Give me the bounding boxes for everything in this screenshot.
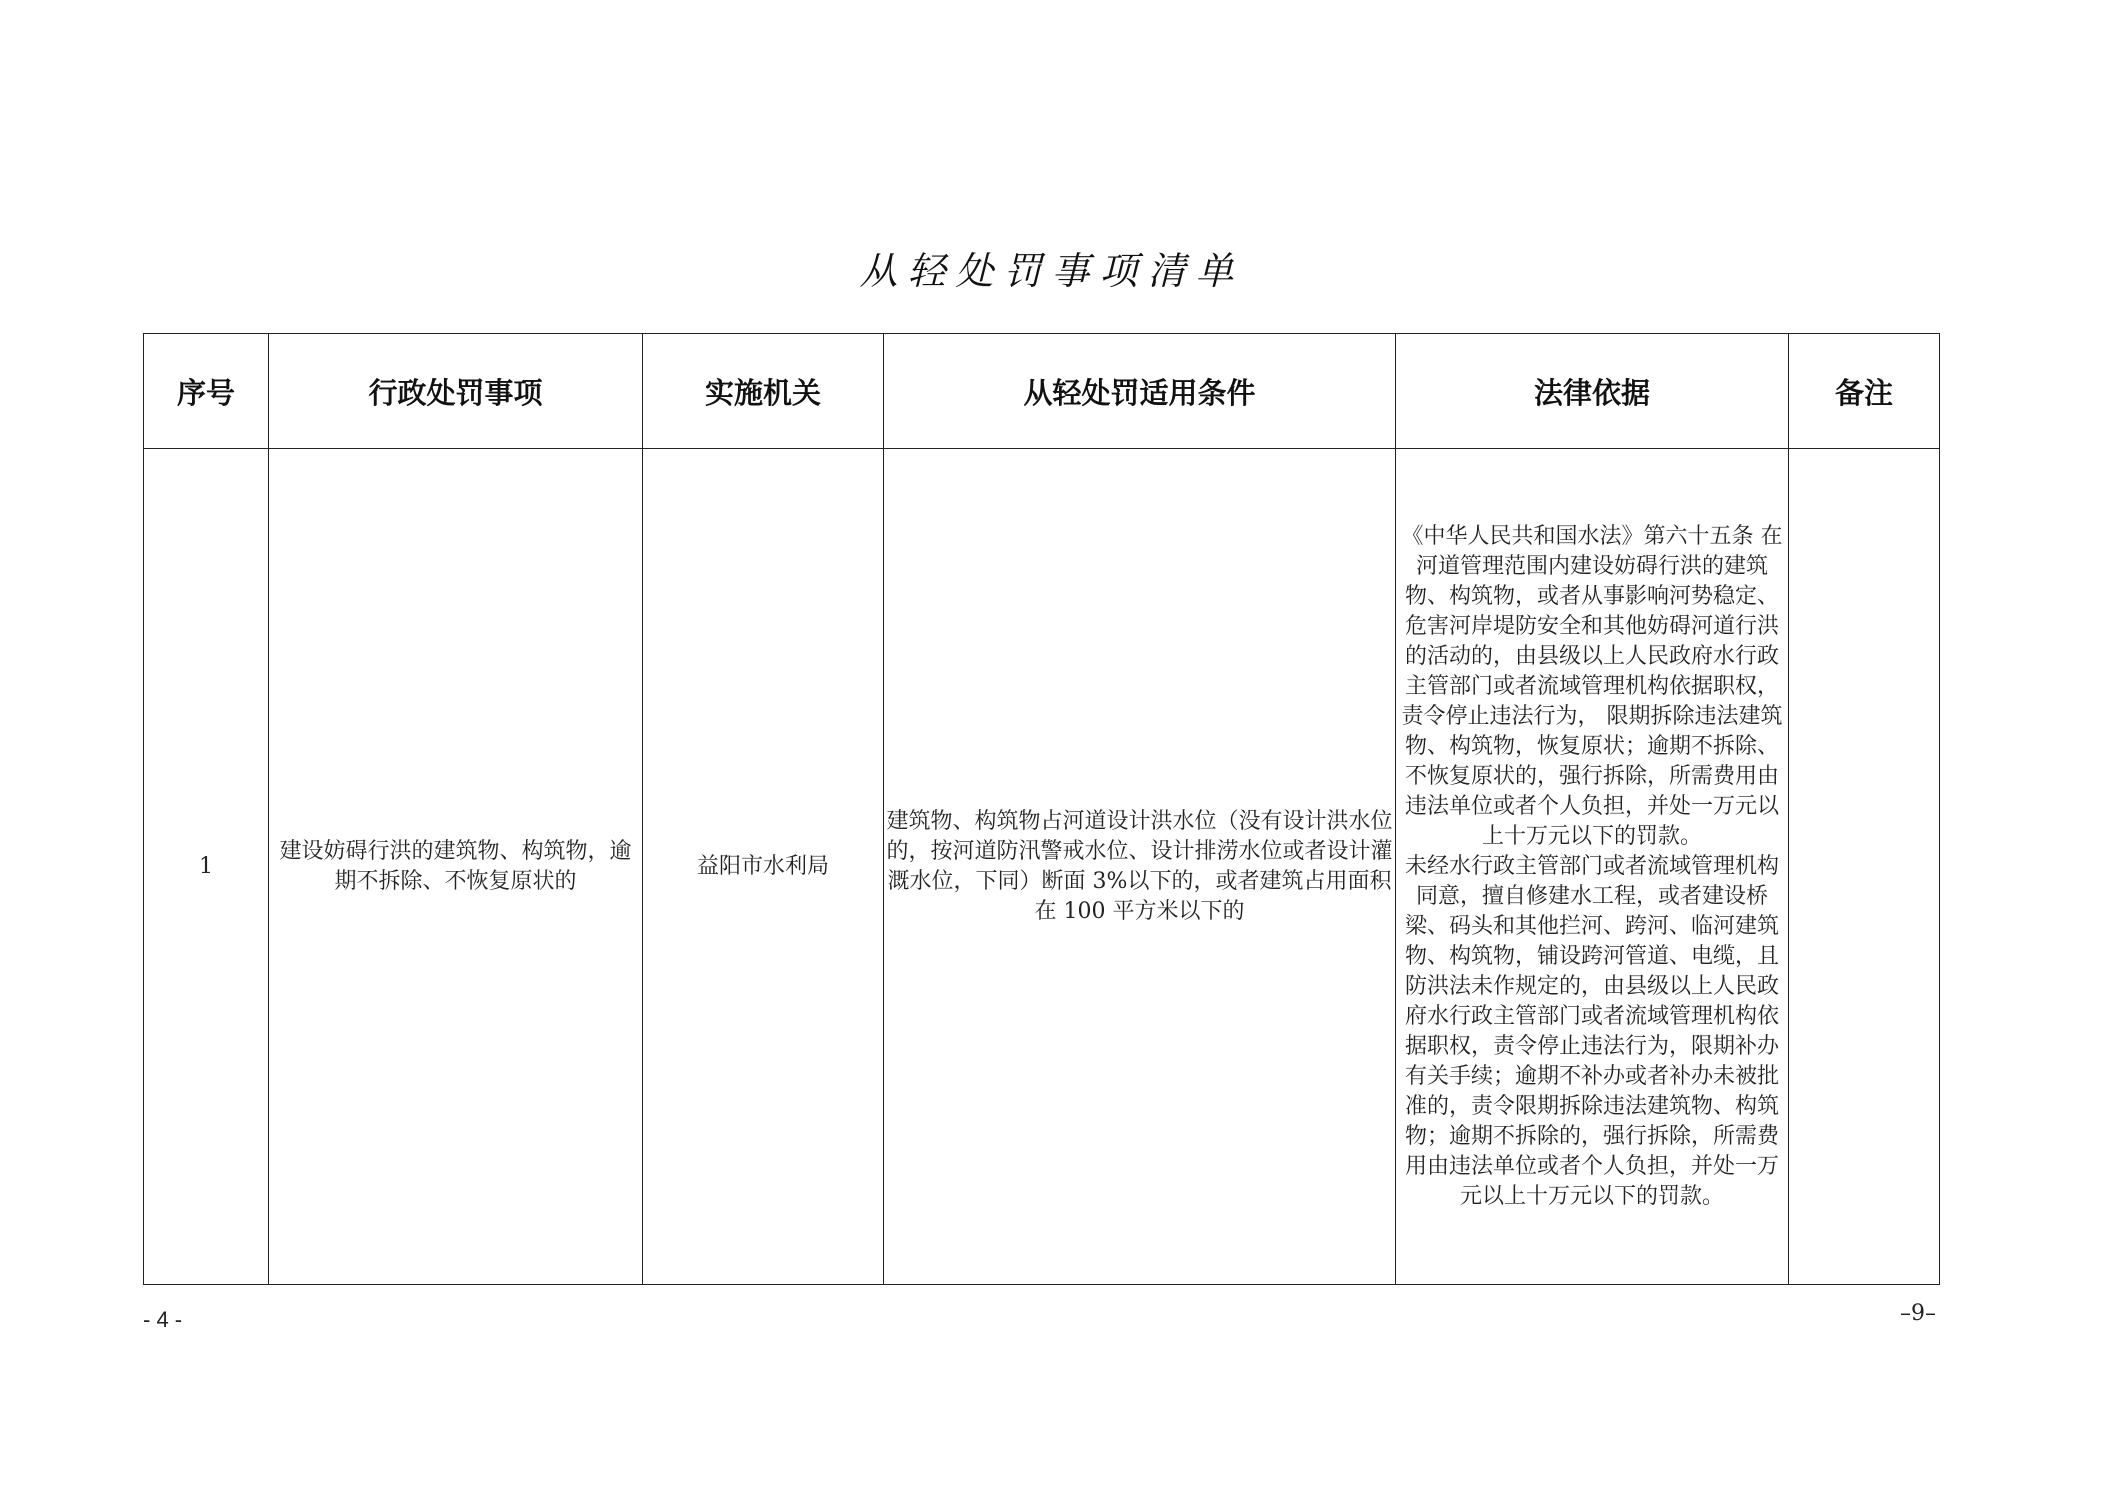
document-title: 从轻处罚事项清单 [859,249,1244,293]
cell-authority: 益阳市水利局 [643,449,884,1285]
page-number-left: - 4 - [143,1307,183,1332]
page-number-right: –9– [1900,1301,1936,1326]
table-header-row [144,334,1940,449]
header-authority: 实施机关 [643,334,884,449]
header-index: 序号 [144,334,269,449]
cell-condition: 建筑物、构筑物占河道设计洪水位（没有设计洪水位的，按河道防汛警戒水位、设计排涝水位或者设计灌溉水位，下同）断面 3%以下的，或者建筑占用面积在 100 平方米以下的 [884,449,1396,1285]
cell-remark [1789,449,1940,1285]
legal-basis-paragraph-1: 《中华人民共和国水法》第六十五条 在河道管理范围内建设妨碍行洪的建筑物、构筑物，或者从事影响河势稳定、危害河岸堤防安全和其他妨碍河道行洪的活动的，由县级以上人民政府水行政主管部门或者流域管理机构依据职权，责令停止违法行为， 限期拆除违法建筑物、构筑物，恢复原状；逾期不拆除、不恢复原状的，强行拆除，所需费用由违法单位或者个人负担，并处一万元以上十万元以下的罚款。 [1401,523,1783,849]
penalty-list-table [143,333,1940,1285]
cell-legal-basis [1396,449,1789,1285]
legal-basis-paragraph-2: 未经水行政主管部门或者流域管理机构同意，擅自修建水工程，或者建设桥梁、码头和其他拦河、跨河、临河建筑物、构筑物，铺设跨河管道、电缆，且防洪法未作规定的，由县级以上人民政府水行政主管部门或者流域管理机构依据职权，责令停止违法行为，限期补办有关手续；逾期不补办或者补办未被批准的，责令限期拆除违法建筑物、构筑物；逾期不拆除的，强行拆除，所需费用由违法单位或者个人负担，并处一万元以上十万元以下的罚款。 [1404,853,1779,1209]
cell-index: 1 [144,449,269,1285]
table-row [144,449,1940,1285]
header-penalty-item: 行政处罚事项 [269,334,643,449]
header-remark: 备注 [1789,334,1940,449]
header-condition: 从轻处罚适用条件 [884,334,1396,449]
header-legal-basis: 法律依据 [1396,334,1789,449]
cell-penalty-item: 建设妨碍行洪的建筑物、构筑物，逾期不拆除、不恢复原状的 [269,449,643,1285]
